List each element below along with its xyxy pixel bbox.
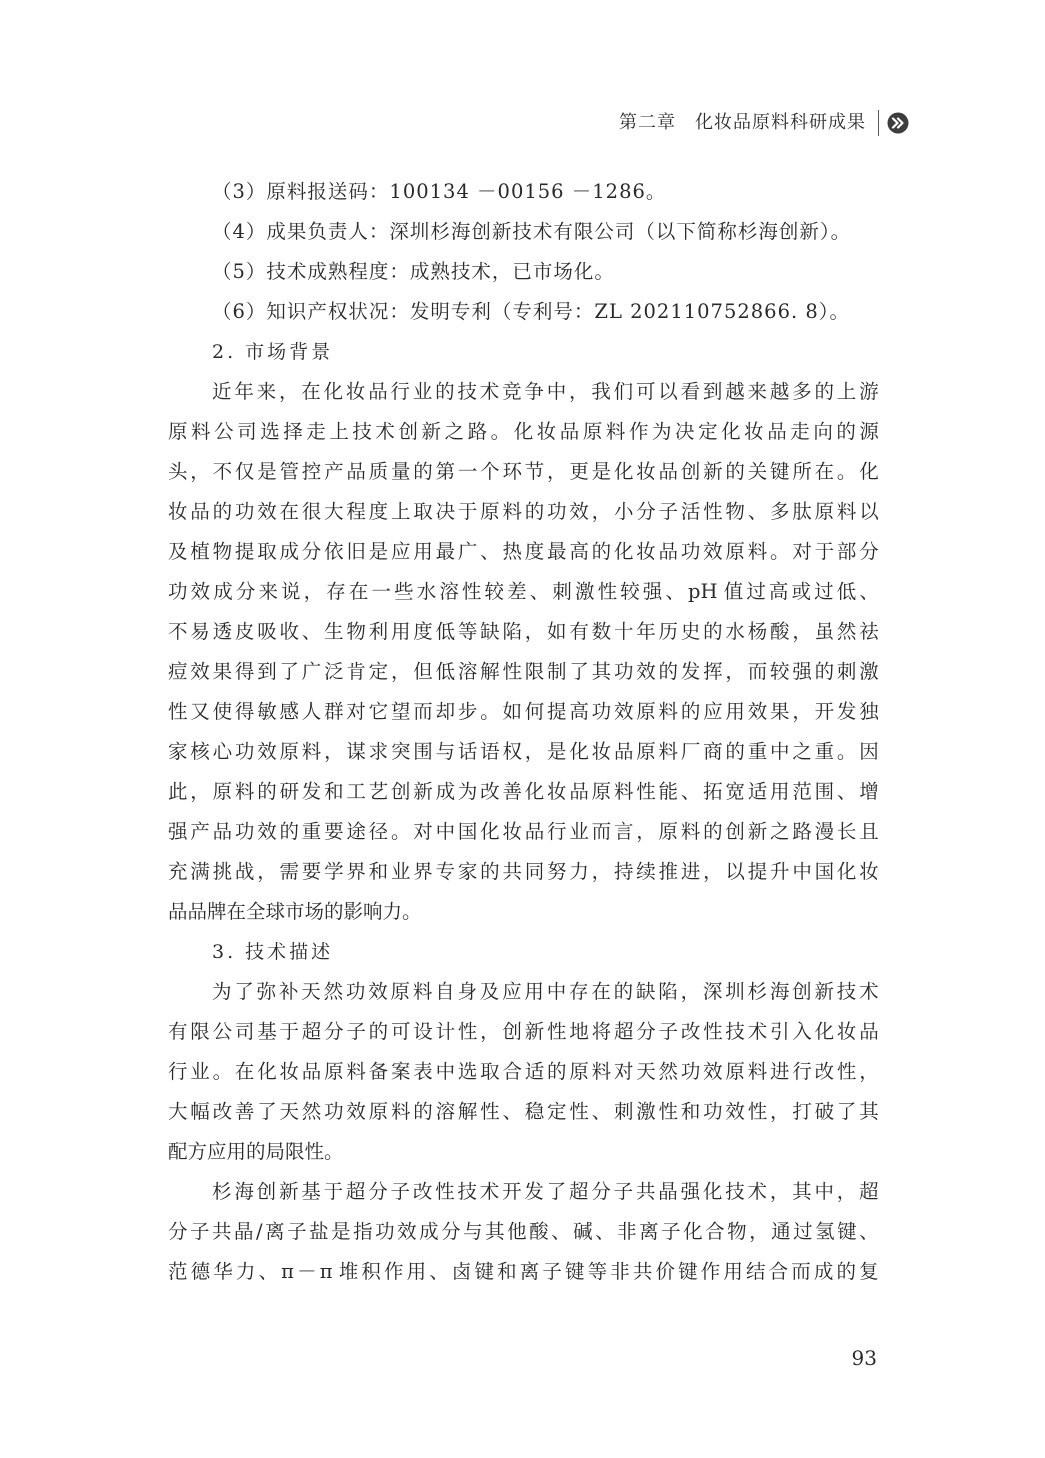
- info-item-5: （5）技术成熟程度：成熟技术，已市场化。: [212, 260, 615, 283]
- paragraph-line: 功 效 成 分 来 说 ， 存 在 一 些 水 溶 性 较 差 、 刺 激 性 较 强 、 pH 值 过 高 或 过 低 、: [168, 580, 879, 603]
- paragraph-line: 原 料 公 司 选 择 走 上 技 术 创 新 之 路 。 化 妆 品 原 料 作 为 决 定 化 妆 品 走 向 的 源: [168, 420, 879, 443]
- header-divider: [878, 110, 879, 136]
- paragraph-last-line: 品品牌在全球市场的影响力。: [168, 900, 422, 923]
- paragraph-line: 行 业 。 在 化 妆 品 原 料 备 案 表 中 选 取 合 适 的 原 料 对 天 然 功 效 原 料 进 行 改 性 ，: [168, 1060, 879, 1083]
- paragraph-line: 妆 品 的 功 效 在 很 大 程 度 上 取 决 于 原 料 的 功 效 ， 小 分 子 活 性 物 、 多 肽 原 料 以: [168, 500, 879, 523]
- paragraph-line: 杉 海 创 新 基 于 超 分 子 改 性 技 术 开 发 了 超 分 子 共 晶 强 化 技 术 ， 其 中 ， 超: [212, 1180, 879, 1203]
- info-item-6: （6）知识产权状况：发明专利（专利号：ZL 202110752866. 8）。: [212, 300, 851, 323]
- paragraph-last-line: 配方应用的局限性。: [168, 1140, 344, 1163]
- paragraph-line: 性 又 使 得 敏 感 人 群 对 它 望 而 却 步 。 如 何 提 高 功 效 原 料 的 应 用 效 果 ， 开 发 独: [168, 700, 879, 723]
- paragraph-line: 此 ， 原 料 的 研 发 和 工 艺 创 新 成 为 改 善 化 妆 品 原 料 性 能 、 拓 宽 适 用 范 围 、 增: [168, 780, 879, 803]
- paragraph-line: 头 ， 不 仅 是 管 控 产 品 质 量 的 第 一 个 环 节 ， 更 是 化 妆 品 创 新 的 关 键 所 在 。 化: [168, 460, 879, 483]
- paragraph-line: 充 满 挑 战 ， 需 要 学 界 和 业 界 专 家 的 共 同 努 力 ， 持 续 推 进 ， 以 提 升 中 国 化 妆: [168, 860, 879, 883]
- double-chevron-right-icon: [887, 112, 909, 134]
- paragraph-line: 分 子 共 晶 / 离 子 盐 是 指 功 效 成 分 与 其 他 酸 、 碱 、 非 离 子 化 合 物 ， 通 过 氢 键 、: [168, 1220, 879, 1243]
- paragraph-line: 家 核 心 功 效 原 料 ， 谋 求 突 围 与 话 语 权 ， 是 化 妆 品 原 料 厂 商 的 重 中 之 重 。 因: [168, 740, 879, 763]
- page-number: 93: [851, 1346, 877, 1370]
- paragraph-line: 范 德 华 力 、 π － π 堆 积 作 用 、 卤 键 和 离 子 键 等 非 共 价 键 作 用 结 合 而 成 的 复: [168, 1260, 879, 1283]
- paragraph-line: 不 易 透 皮 吸 收 、 生 物 利 用 度 低 等 缺 陷 ， 如 有 数 十 年 历 史 的 水 杨 酸 ， 虽 然 祛: [168, 620, 879, 643]
- paragraph-line: 近 年 来 ， 在 化 妆 品 行 业 的 技 术 竞 争 中 ， 我 们 可 以 看 到 越 来 越 多 的 上 游: [212, 380, 879, 403]
- info-item-3: （3）原料报送码：100134 －00156 －1286。: [212, 180, 667, 203]
- paragraph-line: 强 产 品 功 效 的 重 要 途 径 。 对 中 国 化 妆 品 行 业 而 言 ， 原 料 的 创 新 之 路 漫 长 且: [168, 820, 879, 843]
- technical-description-paragraph-1: [168, 972, 879, 1172]
- chapter-title: 第二章 化妆品原料科研成果: [619, 112, 866, 133]
- page-body: [168, 172, 879, 1292]
- section-heading-technical-description: 3. 技术描述: [212, 941, 334, 963]
- paragraph-line: 大 幅 改 善 了 天 然 功 效 原 料 的 溶 解 性 、 稳 定 性 、 刺 激 性 和 功 效 性 ， 打 破 了 其: [168, 1100, 879, 1123]
- paragraph-line: 痘 效 果 得 到 了 广 泛 肯 定 ， 但 低 溶 解 性 限 制 了 其 功 效 的 发 挥 ， 而 较 强 的 刺 激: [168, 660, 879, 683]
- paragraph-line: 有 限 公 司 基 于 超 分 子 的 可 设 计 性 ， 创 新 性 地 将 超 分 子 改 性 技 术 引 入 化 妆 品: [168, 1020, 879, 1043]
- section-heading-market-background: 2. 市场背景: [212, 341, 334, 363]
- market-background-paragraph: [168, 372, 879, 932]
- running-header: [619, 108, 909, 138]
- paragraph-line: 及 植 物 提 取 成 分 依 旧 是 应 用 最 广 、 热 度 最 高 的 化 妆 品 功 效 原 料 。 对 于 部 分: [168, 540, 879, 563]
- info-item-4: （4）成果负责人：深圳杉海创新技术有限公司（以下简称杉海创新）。: [212, 220, 852, 243]
- paragraph-line: 为 了 弥 补 天 然 功 效 原 料 自 身 及 应 用 中 存 在 的 缺 陷 ， 深 圳 杉 海 创 新 技 术: [212, 980, 879, 1003]
- technical-description-paragraph-2: [168, 1172, 879, 1292]
